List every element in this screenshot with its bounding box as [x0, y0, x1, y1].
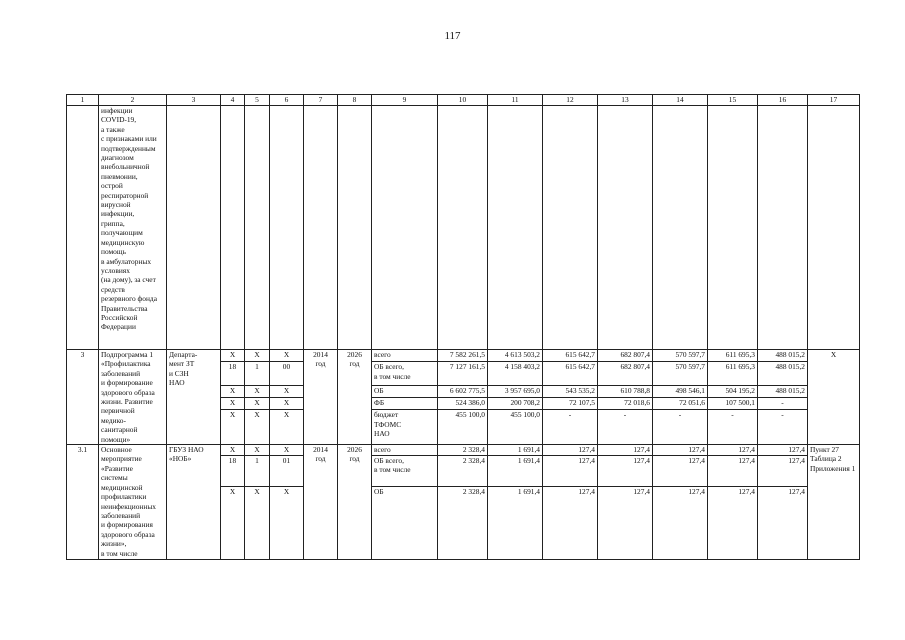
amount-cell: 127,4 [543, 445, 598, 456]
amount-cell: 72 051,6 [653, 398, 708, 410]
amount-cell: - [758, 398, 808, 410]
amount-cell: 524 386,0 [438, 398, 488, 410]
code-cell: Х [221, 445, 245, 456]
amount-cell: 455 100,0 [438, 410, 488, 445]
header-cell-14: 14 [653, 95, 708, 106]
amount-cell: 488 015,2 [758, 362, 808, 385]
funding-source: ФБ [372, 398, 438, 410]
amount-cell: 107 500,1 [708, 398, 758, 410]
header-cell-10: 10 [438, 95, 488, 106]
code-cell: Х [245, 350, 270, 362]
funding-source: всего [372, 350, 438, 362]
measure-number: 3.1 [67, 445, 99, 560]
funding-source: ОБ всего, в том числе [372, 362, 438, 385]
amount-cell: - [543, 410, 598, 445]
amount-cell: 682 807,4 [598, 362, 653, 385]
amount-cell: 1 691,4 [488, 456, 543, 487]
code-cell: 18 [221, 456, 245, 487]
header-cell-7: 7 [304, 95, 338, 106]
amount-cell: 611 695,3 [708, 362, 758, 385]
code-cell: 1 [245, 456, 270, 487]
amount-cell: 570 597,7 [653, 362, 708, 385]
code-cell: 01 [270, 456, 304, 487]
amount-cell: 570 597,7 [653, 350, 708, 362]
code-cell: Х [221, 385, 245, 397]
subprogram-executor: Департа- мент ЗТ и СЗН НАО [167, 350, 221, 445]
header-cell-12: 12 [543, 95, 598, 106]
code-cell: Х [245, 445, 270, 456]
amount-cell: 127,4 [653, 487, 708, 560]
continuation-row [67, 106, 860, 350]
amount-cell: - [708, 410, 758, 445]
code-cell: Х [270, 385, 304, 397]
header-cell-15: 15 [708, 95, 758, 106]
amount-cell: 1 691,4 [488, 445, 543, 456]
funding-source: бюджет ТФОМС НАО [372, 410, 438, 445]
funding-source: всего [372, 445, 438, 456]
subprogram-end-year: 2026 год [338, 350, 372, 445]
amount-cell: 610 788,8 [598, 385, 653, 397]
amount-cell: 127,4 [708, 456, 758, 487]
continuation-name: инфекции COVID-19, а также с признаками или подтвержденным диагнозом внебольничной пневмонии, острой респираторной вирусной инфекции, гриппа, получающим медицинскую помощь в амбулаторных условиях (на дому), за счет средств резервного фонда Правительства Российской Федерации [99, 106, 167, 350]
amount-cell: 2 328,4 [438, 487, 488, 560]
page-number: 117 [444, 30, 461, 42]
code-cell: Х [270, 398, 304, 410]
code-cell: Х [270, 350, 304, 362]
amount-cell: - [598, 410, 653, 445]
code-cell: 00 [270, 362, 304, 385]
code-cell: Х [245, 398, 270, 410]
header-cell-2: 2 [99, 95, 167, 106]
amount-cell: 2 328,4 [438, 445, 488, 456]
amount-cell: 72 107,5 [543, 398, 598, 410]
amount-cell: 200 708,2 [488, 398, 543, 410]
amount-cell: 543 535,2 [543, 385, 598, 397]
amount-cell: 7 127 161,5 [438, 362, 488, 385]
amount-cell: 127,4 [758, 445, 808, 456]
amount-cell: 455 100,0 [488, 410, 543, 445]
measure-name: Основное мероприятие «Развитие системы медицинской профилактики неинфекционных заболеваний и формирования здорового образа жизни», в том числе [99, 445, 167, 560]
measure-start-year: 2014 год [304, 445, 338, 560]
measure-end-year: 2026 год [338, 445, 372, 560]
funding-source: ОБ [372, 487, 438, 560]
amount-cell: 127,4 [598, 487, 653, 560]
amount-cell: 615 642,7 [543, 362, 598, 385]
amount-cell: 615 642,7 [543, 350, 598, 362]
amount-cell: 7 582 261,5 [438, 350, 488, 362]
amount-cell: 3 957 695,0 [488, 385, 543, 397]
measure-executor: ГБУЗ НАО «НОБ» [167, 445, 221, 560]
amount-cell: 127,4 [543, 456, 598, 487]
measure-row [67, 445, 860, 456]
code-cell: 1 [245, 362, 270, 385]
amount-cell: 127,4 [543, 487, 598, 560]
funding-source: ОБ всего, в том числе [372, 456, 438, 487]
header-cell-17: 17 [808, 95, 860, 106]
header-cell-11: 11 [488, 95, 543, 106]
code-cell: 18 [221, 362, 245, 385]
amount-cell: 127,4 [598, 445, 653, 456]
amount-cell: 488 015,2 [758, 350, 808, 362]
header-cell-3: 3 [167, 95, 221, 106]
budget-table [66, 94, 860, 560]
amount-cell: 498 546,1 [653, 385, 708, 397]
subprogram-note: Х [808, 350, 860, 445]
amount-cell: 127,4 [758, 456, 808, 487]
subprogram-start-year: 2014 год [304, 350, 338, 445]
code-cell: Х [270, 487, 304, 560]
amount-cell: 4 158 403,2 [488, 362, 543, 385]
header-cell-1: 1 [67, 95, 99, 106]
amount-cell: 127,4 [598, 456, 653, 487]
code-cell: Х [270, 410, 304, 445]
amount-cell: 127,4 [653, 445, 708, 456]
code-cell: Х [221, 350, 245, 362]
amount-cell: 1 691,4 [488, 487, 543, 560]
header-cell-4: 4 [221, 95, 245, 106]
amount-cell: - [758, 410, 808, 445]
measure-note: Пункт 27 Таблица 2 Приложения 1 [808, 445, 860, 560]
code-cell: Х [245, 410, 270, 445]
amount-cell: 488 015,2 [758, 385, 808, 397]
amount-cell: 6 602 775,5 [438, 385, 488, 397]
code-cell: Х [245, 385, 270, 397]
header-cell-13: 13 [598, 95, 653, 106]
amount-cell: 127,4 [708, 487, 758, 560]
amount-cell: 72 018,6 [598, 398, 653, 410]
header-cell-8: 8 [338, 95, 372, 106]
header-cell-9: 9 [372, 95, 438, 106]
code-cell: Х [270, 445, 304, 456]
amount-cell: 127,4 [758, 487, 808, 560]
subprogram-row [67, 350, 860, 362]
subprogram-number: 3 [67, 350, 99, 445]
amount-cell: 611 695,3 [708, 350, 758, 362]
code-cell: Х [221, 398, 245, 410]
header-row [67, 95, 860, 106]
header-cell-5: 5 [245, 95, 270, 106]
amount-cell: - [653, 410, 708, 445]
subprogram-name: Подпрограмма 1 «Профилактика заболеваний и формирование здорового образа жизни. Развитие первичной медико- санитарной помощи» [99, 350, 167, 445]
funding-source: ОБ [372, 385, 438, 397]
amount-cell: 4 613 503,2 [488, 350, 543, 362]
code-cell: Х [221, 410, 245, 445]
header-cell-6: 6 [270, 95, 304, 106]
amount-cell: 504 195,2 [708, 385, 758, 397]
code-cell: Х [221, 487, 245, 560]
header-cell-16: 16 [758, 95, 808, 106]
amount-cell: 682 807,4 [598, 350, 653, 362]
amount-cell: 127,4 [708, 445, 758, 456]
amount-cell: 127,4 [653, 456, 708, 487]
code-cell: Х [245, 487, 270, 560]
amount-cell: 2 328,4 [438, 456, 488, 487]
